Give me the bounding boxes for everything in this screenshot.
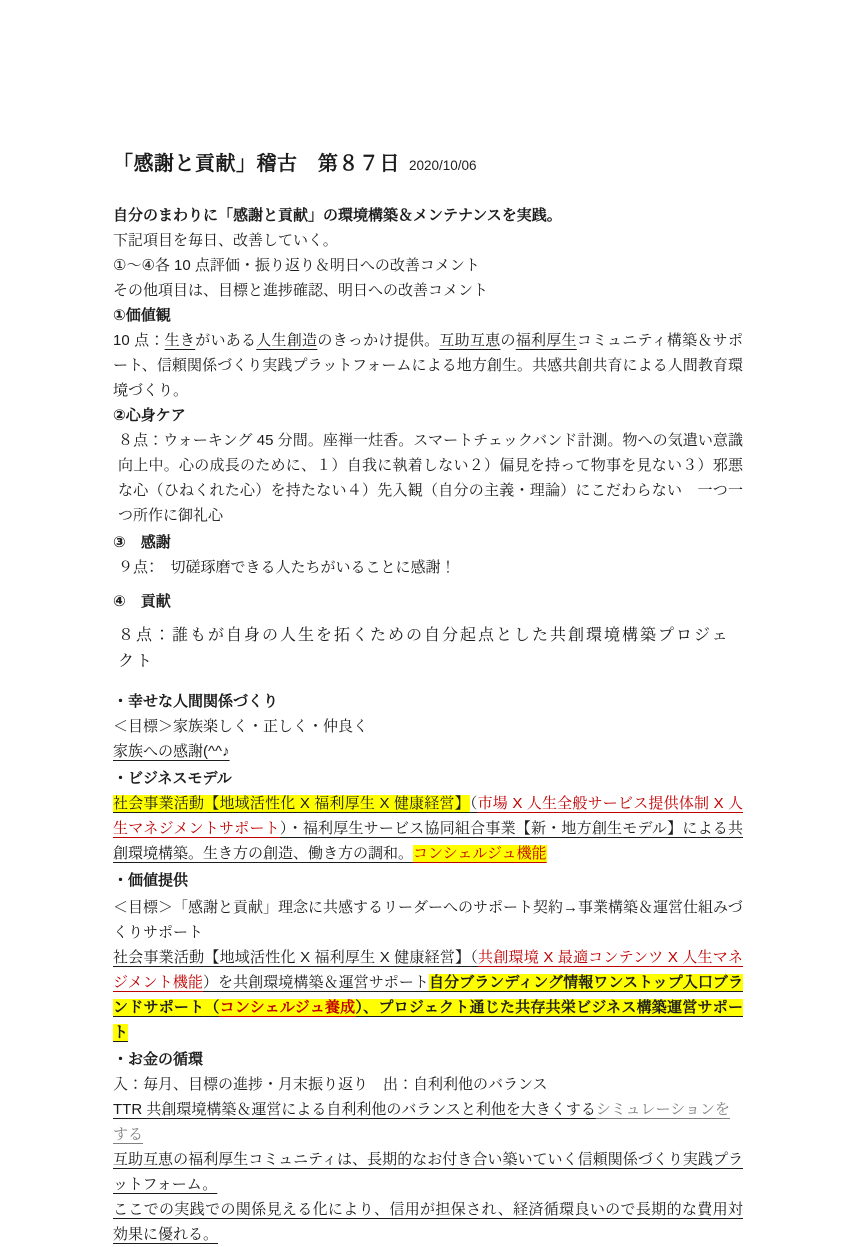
money-trust-text: ここでの実践での関係見える化により、信用が担保され、経済循環良いので長期的な費用対効果に優れる。 <box>113 1201 743 1243</box>
money-cycle-platform <box>113 1147 743 1197</box>
section-heading-value-offer: ・価値提供 <box>113 872 189 889</box>
section-body-values <box>113 328 743 403</box>
value-offer-plain-2: ）を共創環境構築＆運営サポート <box>202 974 429 991</box>
values-plain-3: の <box>500 332 516 349</box>
section-body-mindbody: ８点：ウォーキング 45 分間。座禅一炷香。スマートチェックバンド計測。物への気遣い意識向上中。心の成長のために、１）自我に執着しない２）偏見を持って物事を見ない３）邪悪な心（ひねくれた心）を持たない４）先入観（自分の主義・理論）にこだわらない 一つ一つ所作に御礼心 <box>118 432 743 524</box>
section-body-contribution: ８点：誰もが自身の人生を拓くための自分起点とした共創環境構築プロジェクト <box>118 627 730 670</box>
money-cycle-ttr <box>113 1097 743 1147</box>
intro-improve-line: 下記項目を毎日、改善していく。 <box>113 232 338 249</box>
intro-other-items-line: その他項目は、目標と進捗確認、明日への改善コメント <box>113 282 489 299</box>
values-underlined-2: 人生創造 <box>256 332 318 349</box>
value-offer-highlight-project: ）、プロジェクト通じた共存共栄ビジネス構築運営サポート <box>113 999 743 1041</box>
section-body-value-offer <box>113 945 743 1045</box>
doc-title: 「感謝と貢献」稽古 第８７日 <box>113 153 400 175</box>
section-heading-values: ①価値観 <box>113 307 171 324</box>
doc-date: 2020/10/06 <box>409 158 477 173</box>
value-offer-goal: ＜目標＞「感謝と貢献」理念に共感するリーダーへのサポート契約→事業構築＆運営仕組みづくりサポート <box>113 899 743 941</box>
happy-relations-goal: ＜目標＞家族楽しく・正しく・仲良く <box>113 718 369 735</box>
money-ttr-gray: シミュレーションをする <box>113 1101 730 1143</box>
document-content <box>113 150 743 1247</box>
business-highlight-1: 社会事業活動【地域活性化 X 福利厚生 X 健康経営】 <box>113 795 470 812</box>
value-offer-paren-open: （ <box>470 949 479 966</box>
values-plain-4: コミュニティ構築＆サポート、信頼関係づくり実践プラットフォームによる地方創生。共感共創共育による人間教育環境づくり。 <box>113 332 743 399</box>
value-offer-plain-1: 社会事業活動【地域活性化 X 福利厚生 X 健康経営】 <box>113 949 471 966</box>
values-score: 10 点： <box>113 332 165 349</box>
section-heading-business-model: ・ビジネスモデル <box>113 770 232 787</box>
happy-relations-note-text: 家族への感謝(^^♪ <box>113 743 230 760</box>
value-offer-highlight-brand: 自分ブランディング情報ワンストップ入口ブランドサポート <box>113 974 743 1016</box>
values-plain-1: がいある <box>195 332 257 349</box>
value-offer-highlight-paren: （ <box>204 999 220 1016</box>
section-heading-happy-relations: ・幸せな人間関係づくり <box>113 693 279 710</box>
values-plain-2: のきっかけ提供。 <box>317 332 440 349</box>
section-heading-money-cycle: ・お金の循環 <box>113 1051 204 1068</box>
title-line <box>113 150 743 180</box>
business-plain-text: ）・福利厚生サービス協同組合事業【新・地方創生モデル】による共創環境構築。生き方の創造、働き方の調和。 <box>113 820 743 862</box>
business-concierge-highlight: コンシェルジュ機能 <box>413 845 547 862</box>
business-paren-open: （ <box>469 795 478 812</box>
money-cycle-trust <box>113 1197 743 1247</box>
value-offer-red-text: 共創環境 X 最適コンテンツ X 人生マネジメント機能 <box>113 949 743 991</box>
money-platform-text: 互助互恵の福利厚生コミュニティは、長期的なお付き合い築いていく信頼関係づくり実践プラットフォーム。 <box>113 1151 743 1193</box>
values-underlined-1: 生き <box>164 332 196 349</box>
money-ttr-black: TTR 共創環境構築＆運営による自利利他のバランスと利他を大きくする <box>113 1101 596 1118</box>
values-underlined-3: 互助互恵 <box>439 332 501 349</box>
values-underlined-4: 福利厚生 <box>515 332 577 349</box>
happy-relations-note <box>113 739 743 764</box>
section-body-gratitude: ９点： 切磋琢磨できる人たちがいることに感謝！ <box>118 559 456 576</box>
section-body-business-model <box>113 791 743 866</box>
section-heading-contribution: ④ 貢献 <box>113 593 171 610</box>
section-heading-mindbody: ②心身ケア <box>113 407 186 424</box>
intro-practice-line: 自分のまわりに「感謝と貢献」の環境構築＆メンテナンスを実践。 <box>113 207 562 224</box>
section-heading-gratitude: ③ 感謝 <box>113 534 171 551</box>
business-red-text: 市場 X 人生全般サービス提供体制 X 人生マネジメントサポート <box>113 795 743 837</box>
money-cycle-inout: 入：毎月、目標の進捗・月末振り返り 出：自利利他のバランス <box>113 1076 548 1093</box>
intro-scoring-line: ①～④各 10 点評価・振り返り＆明日への改善コメント <box>113 257 480 274</box>
value-offer-highlight-concierge: コンシェルジュ養成 <box>219 999 356 1016</box>
